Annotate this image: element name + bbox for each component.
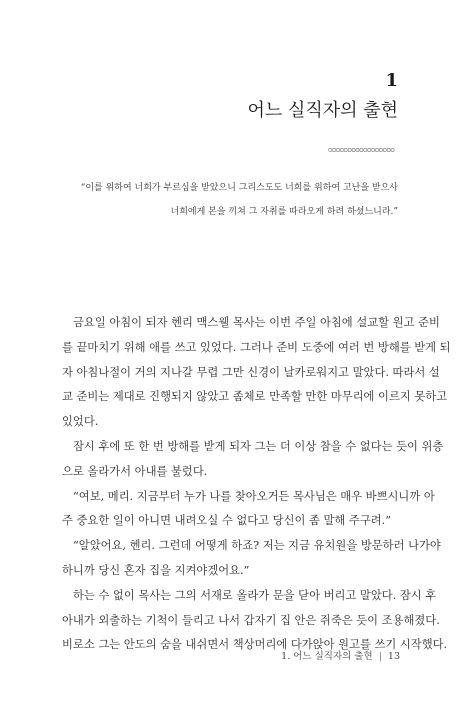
body-line: “여보, 메리. 지금부터 누가 나를 찾아오거든 목사님은 매우 바쁘시니까 아 xyxy=(73,489,435,503)
chapter-title: 어느 실직자의 출현 xyxy=(247,100,398,121)
body-text xyxy=(62,311,451,658)
footer-separator: | xyxy=(378,651,382,662)
running-head: 1. 어느 실직자의 출현 xyxy=(281,651,373,662)
page-footer xyxy=(281,648,400,662)
body-line: 주 중요한 일이 아니면 내려오실 수 없다고 당신이 좀 말해 주구려.” xyxy=(62,514,392,528)
body-line: 교 준비는 제대로 진행되지 않았고 좀체로 만족할 만한 마무리에 이르지 못하고 xyxy=(62,390,448,404)
page-number: 13 xyxy=(387,651,400,662)
body-line: 하는 수 없이 목사는 그의 서재로 올라가 문을 닫아 버리고 말았다. 잠시 후 xyxy=(73,588,437,602)
body-line: 으로 올라가서 아내를 불렀다. xyxy=(62,464,208,478)
body-line: 자 아침나절이 거의 지나갈 무렵 그만 신경이 날카로워지고 말았다. 따라서 설 xyxy=(62,365,440,379)
epigraph xyxy=(78,176,398,224)
epigraph-line-2: 너희에게 본을 끼쳐 그 자취를 따라오게 하려 하셨느니라.” xyxy=(170,207,398,217)
body-line: 를 끝마치기 위해 애를 쓰고 있었다. 그러나 준비 도중에 여러 번 방해를 받게 되 xyxy=(62,340,451,354)
body-line: 하니까 당신 혼자 집을 지켜야겠어요.” xyxy=(62,563,250,577)
epigraph-line-1: “이를 위하여 너희가 부르심을 받았으니 그리스도도 너희를 위하여 고난을 받으사 xyxy=(80,183,398,193)
body-line: 비로소 그는 안도의 숨을 내쉬면서 책상머리에 다가앉아 원고를 쓰기 시작했다. xyxy=(62,638,448,652)
body-line: 있었다. xyxy=(62,415,99,429)
chapter-ornament xyxy=(328,147,398,153)
body-line: 잠시 후에 또 한 번 방해를 받게 되자 그는 더 이상 참을 수 없다는 듯이 위층 xyxy=(73,439,444,453)
body-line: “알았어요, 헨리. 그런데 어떻게 하죠? 저는 지금 유치원을 방문하러 나가야 xyxy=(73,539,441,553)
body-line: 금요일 아침이 되자 헨리 맥스웰 목사는 이번 주일 아침에 설교할 원고 준비 xyxy=(73,316,440,329)
body-line: 아내가 외출하는 기척이 들리고 나서 갑자기 집 안은 쥐죽은 듯이 조용해졌다. xyxy=(62,613,440,627)
chapter-number: 1 xyxy=(385,70,398,91)
